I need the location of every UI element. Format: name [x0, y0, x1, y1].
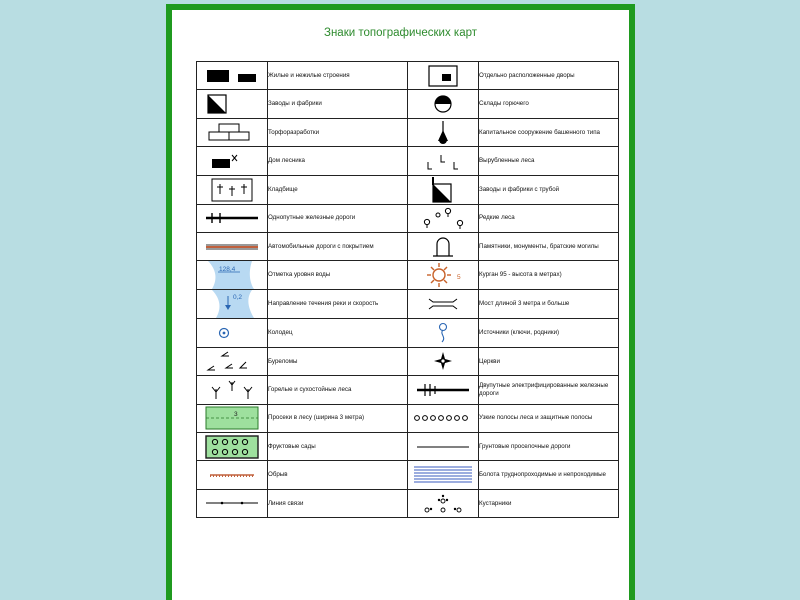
legend-label: Направление течения реки и скорость	[268, 290, 408, 319]
monument-icon	[408, 232, 479, 260]
clearing-width-value: 3	[234, 411, 238, 419]
legend-label: Склады горючего	[479, 90, 619, 118]
burnt-forest-icon	[197, 376, 268, 404]
legend-row	[197, 432, 619, 460]
legend-label: Болота труднопроходимые и непроходимые	[479, 461, 619, 489]
peat-works-icon	[197, 118, 268, 146]
legend-label: Заводы и фабрики с трубой	[479, 175, 619, 204]
legend-label: Просеки в лесу (ширина 3 метра)	[268, 404, 408, 432]
communication-line-icon	[197, 489, 268, 517]
legend-label: Памятники, монументы, братские могилы	[479, 232, 619, 260]
legend-row	[197, 175, 619, 204]
legend-row	[197, 204, 619, 232]
legend-label: Отдельно расположенные дворы	[479, 62, 619, 90]
burial-mound-icon	[408, 261, 479, 290]
paved-road-icon	[197, 232, 268, 260]
legend-sheet	[166, 4, 635, 600]
windfall-icon	[197, 347, 268, 375]
cleared-forest-icon	[408, 147, 479, 175]
legend-label: Курган 95 - высота в метрах)	[479, 261, 619, 290]
legend-label: Торфоразработки	[268, 118, 408, 146]
fuel-depot-icon	[408, 90, 479, 118]
yard-icon	[408, 62, 479, 90]
legend-label: Кустарники	[479, 489, 619, 517]
forester-house-icon	[197, 147, 268, 175]
legend-label: Капитальное сооружение башенного типа	[479, 118, 619, 146]
legend-label: Отметка уровня воды	[268, 261, 408, 290]
page-title: Знаки топографических карт	[324, 27, 477, 39]
legend-label: Грунтовые проселочные дороги	[479, 432, 619, 460]
shrubs-icon	[408, 489, 479, 517]
water-level-icon	[197, 261, 268, 290]
buildings-icon	[197, 62, 268, 90]
legend-row	[197, 62, 619, 90]
legend-row	[197, 376, 619, 404]
legend-label: Линия связи	[268, 489, 408, 517]
spring-icon	[408, 319, 479, 347]
legend-row	[197, 404, 619, 432]
legend-row	[197, 461, 619, 489]
river-flow-icon	[197, 290, 268, 319]
legend-row	[197, 347, 619, 375]
legend-label: Мост длиной 3 метра и больше	[479, 290, 619, 319]
legend-label: Горелые и сухостойные леса	[268, 376, 408, 404]
cliff-icon	[197, 461, 268, 489]
legend-label: Двупутные электрифицированные железные дороги	[479, 376, 619, 404]
legend-row	[197, 118, 619, 146]
legend-label: Фруктовые сады	[268, 432, 408, 460]
sparse-forest-icon	[408, 204, 479, 232]
forest-clearing-icon	[197, 404, 268, 432]
legend-row	[197, 261, 619, 290]
swamp-icon	[408, 461, 479, 489]
legend-row	[197, 319, 619, 347]
legend-label: Жилые и нежилые строения	[268, 62, 408, 90]
legend-label: Буреломы	[268, 347, 408, 375]
legend-label: Однопутные железные дороги	[268, 204, 408, 232]
legend-label: Церкви	[479, 347, 619, 375]
factory-icon	[197, 90, 268, 118]
church-icon	[408, 347, 479, 375]
legend-label: Узкие полосы леса и защитные полосы	[479, 404, 619, 432]
legend-label: Источники (ключи, родники)	[479, 319, 619, 347]
double-electric-railway-icon	[408, 376, 479, 404]
legend-label: Автомобильные дороги с покрытием	[268, 232, 408, 260]
mound-height-value: 5	[457, 274, 461, 282]
flow-speed-value: 0,2	[233, 294, 243, 302]
legend-row	[197, 232, 619, 260]
legend-label: Кладбище	[268, 175, 408, 204]
legend-row	[197, 90, 619, 118]
single-railway-icon	[197, 204, 268, 232]
cemetery-icon	[197, 175, 268, 204]
legend-row	[197, 489, 619, 517]
well-icon	[197, 319, 268, 347]
legend-label: Вырубленные леса	[479, 147, 619, 175]
legend-label: Заводы и фабрики	[268, 90, 408, 118]
legend-label: Редкие леса	[479, 204, 619, 232]
orchard-icon	[197, 432, 268, 460]
legend-label: Обрыв	[268, 461, 408, 489]
factory-chimney-icon	[408, 175, 479, 204]
legend-label: Дом лесника	[268, 147, 408, 175]
water-level-value: 128,4	[219, 266, 236, 274]
legend-table	[196, 61, 619, 518]
tower-icon	[408, 118, 479, 146]
legend-row	[197, 147, 619, 175]
legend-row	[197, 290, 619, 319]
forest-belt-icon	[408, 404, 479, 432]
legend-label: Колодец	[268, 319, 408, 347]
dirt-road-icon	[408, 432, 479, 460]
bridge-icon	[408, 290, 479, 319]
